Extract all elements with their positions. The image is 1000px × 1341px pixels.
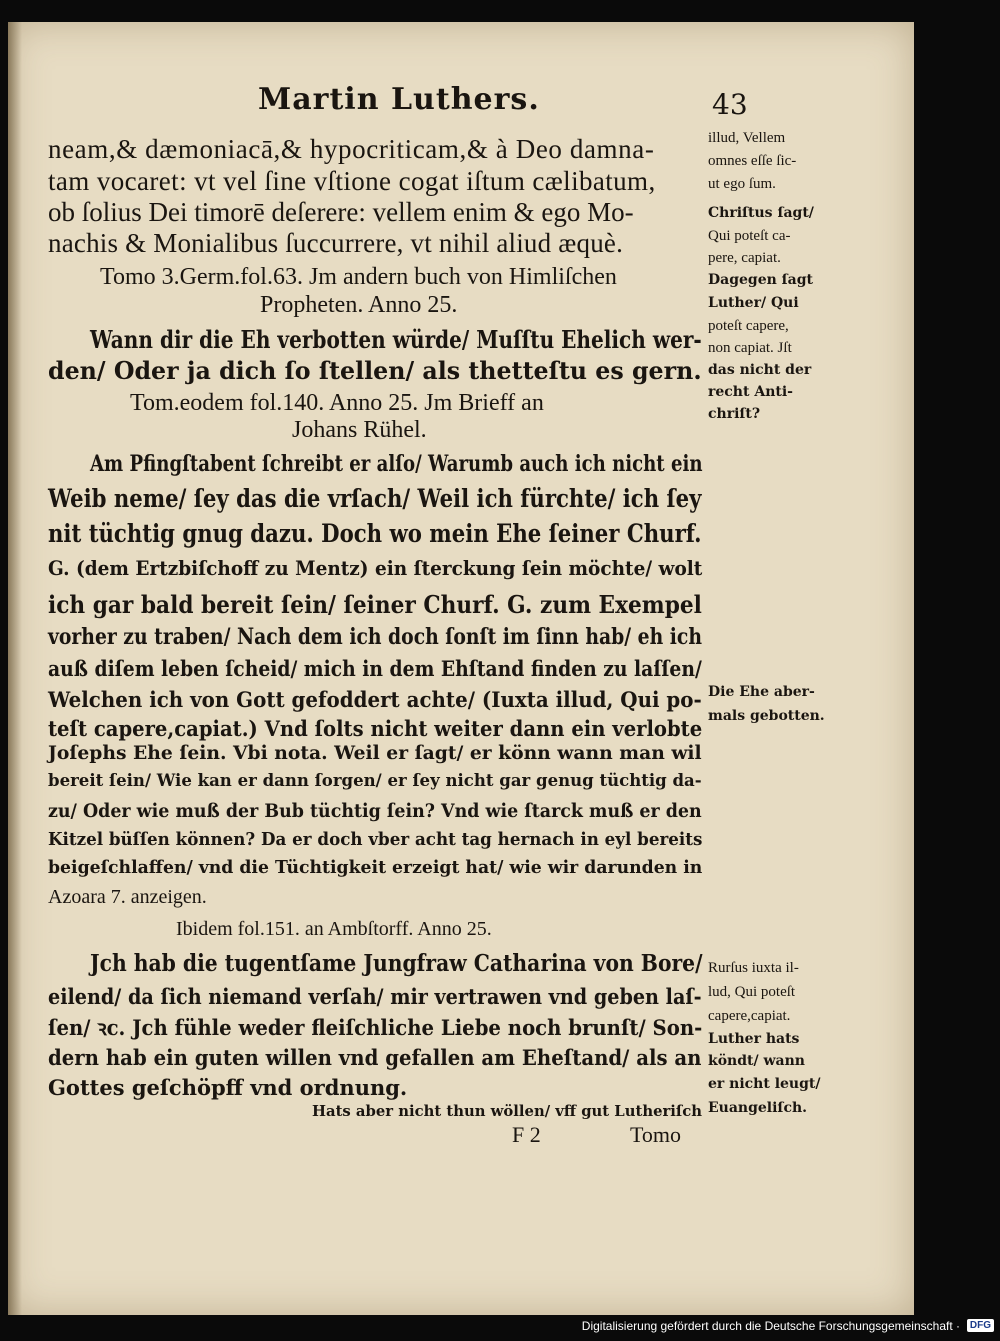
- quote-line: Gottes geſchöpff vnd ordnung.: [48, 1075, 408, 1100]
- citation-line: Ibidem fol.151. an Ambſtorff. Anno 25.: [176, 918, 492, 940]
- page-number: 43: [712, 88, 748, 121]
- margin-note: recht Anti-: [708, 384, 793, 400]
- quote-line: Weib neme/ ſey das die vrſach/ Weil ich fürchte/ ich ſey: [48, 484, 702, 513]
- quote-line: Wann dir die Eh verbotten würde/ Muſſtu Ehelich wer-: [90, 325, 702, 354]
- quote-line: ſen/ ꝛc. Jch fühle weder fleiſchliche Liebe noch brunſt/ Son-: [48, 1015, 703, 1040]
- citation-line: Tom.eodem fol.140. Anno 25. Jm Brieff an: [130, 390, 544, 416]
- quote-line: Am Pfingſtabent ſchreibt er alſo/ Warumb auch ich nicht ein: [90, 451, 703, 477]
- citation-line: Tomo 3.Germ.fol.63. Jm andern buch von Himliſchen: [100, 264, 617, 290]
- margin-note: mals gebotten.: [708, 708, 825, 724]
- margin-note: Rurſus iuxta il-: [708, 960, 799, 976]
- margin-note: Luther/ Qui: [708, 295, 799, 311]
- body-line: ob ſolius Dei timorē deſerere: vellem enim & ego Mo-: [48, 197, 634, 227]
- margin-note: Dagegen ſagt: [708, 272, 814, 288]
- margin-note: lud, Qui poteſt: [708, 984, 796, 1000]
- quote-line: den/ Oder ja dich ſo ſtellen/ als thetteſtu es gern.: [48, 356, 702, 385]
- quote-line: Welchen ich von Gott gefoddert achte/ (Iuxta illud, Qui po-: [48, 687, 702, 712]
- margin-note: Die Ehe aber-: [708, 684, 815, 700]
- signature-mark: F 2: [512, 1122, 541, 1147]
- body-line: beigeſchlaffen/ vnd die Tüchtigkeit erzeigt hat/ wie wir darunden in: [48, 857, 703, 878]
- body-line: zu/ Oder wie muß der Bub tüchtig ſein? Vnd wie ſtarck muß er den: [48, 800, 702, 822]
- margin-note: chriſt?: [708, 406, 761, 422]
- margin-note: Euangeliſch.: [708, 1100, 808, 1116]
- margin-note: pere, capiat.: [708, 250, 781, 266]
- margin-note: poteſt capere,: [708, 318, 789, 334]
- margin-note: Luther hats: [708, 1031, 800, 1047]
- quote-line: vorher zu traben/ Nach dem ich doch ſonſt im ſinn hab/ eh ich: [48, 624, 702, 650]
- body-line: bereit ſein/ Wie kan er dann ſorgen/ er ſey nicht gar genug tüchtig da-: [48, 771, 702, 791]
- quote-line: Jch hab die tugentſame Jungfraw Catharina von Bore/: [90, 950, 703, 977]
- quote-line: teſt capere,capiat.) Vnd ſolts nicht weiter dann ein verlobte: [48, 716, 703, 741]
- quote-line: eilend/ da ſich niemand verſah/ mir vertrawen vnd geben laſ-: [48, 984, 702, 1009]
- margin-note: das nicht der: [708, 362, 812, 378]
- running-header-title: Martin Luthers.: [258, 82, 540, 117]
- body-line: neam,& dæmoniacā,& hypocriticam,& à Deo damna-: [48, 134, 655, 164]
- catchword: Tomo: [630, 1122, 682, 1147]
- quote-line: nit tüchtig gnug dazu. Doch wo mein Ehe ſeiner Churf.: [48, 519, 702, 548]
- body-line: Azoara 7. anzeigen.: [48, 886, 207, 908]
- body-line: Kitzel büſſen können? Da er doch vber acht tag hernach in eyl bereits: [48, 829, 703, 850]
- quote-line: G. (dem Ertzbiſchoff zu Mentz) ein ſterckung ſein möchte/ wolt: [48, 556, 703, 580]
- margin-note: köndt/ wann: [708, 1053, 805, 1069]
- quote-line: auß diſem leben ſcheid/ mich in dem Ehſtand finden zu laſſen/: [48, 656, 702, 681]
- citation-line: Johans Rühel.: [292, 417, 427, 443]
- body-line: nachis & Monialibus ſuccurrere, vt nihil aliud æquè.: [48, 228, 624, 258]
- margin-note: Chriſtus ſagt/: [708, 205, 814, 221]
- margin-note: Qui poteſt ca-: [708, 228, 791, 244]
- body-line: tam vocaret: vt vel ſine vſtione cogat iſtum cælibatum,: [48, 166, 656, 196]
- catchline: Hats aber nicht thun wöllen/ vff gut Lutheriſch: [312, 1102, 703, 1120]
- margin-note: ut ego ſum.: [708, 176, 776, 192]
- dfg-logo: DFG: [967, 1319, 994, 1332]
- margin-note: illud, Vellem: [708, 130, 786, 146]
- margin-note: non capiat. Jſt: [708, 340, 792, 356]
- quote-line: dern hab ein guten willen vnd gefallen am Eheſtand/ als an: [48, 1045, 702, 1070]
- margin-note: er nicht leugt/: [708, 1076, 821, 1092]
- margin-note: omnes eſſe ſic-: [708, 153, 797, 169]
- page-gutter-shadow: [8, 22, 22, 1315]
- footer-bar: [0, 1315, 1000, 1341]
- body-line: Joſephs Ehe ſein. Vbi nota. Weil er ſagt/ er könn wann man wil: [48, 742, 702, 764]
- funding-credit: Digitalisierung gefördert durch die Deutsche Forschungsgemeinschaft ·: [581, 1319, 960, 1333]
- quote-line: ich gar bald bereit ſein/ ſeiner Churf. G. zum Exempel: [48, 590, 702, 619]
- citation-line: Propheten. Anno 25.: [260, 292, 458, 318]
- margin-note: capere,capiat.: [708, 1008, 791, 1024]
